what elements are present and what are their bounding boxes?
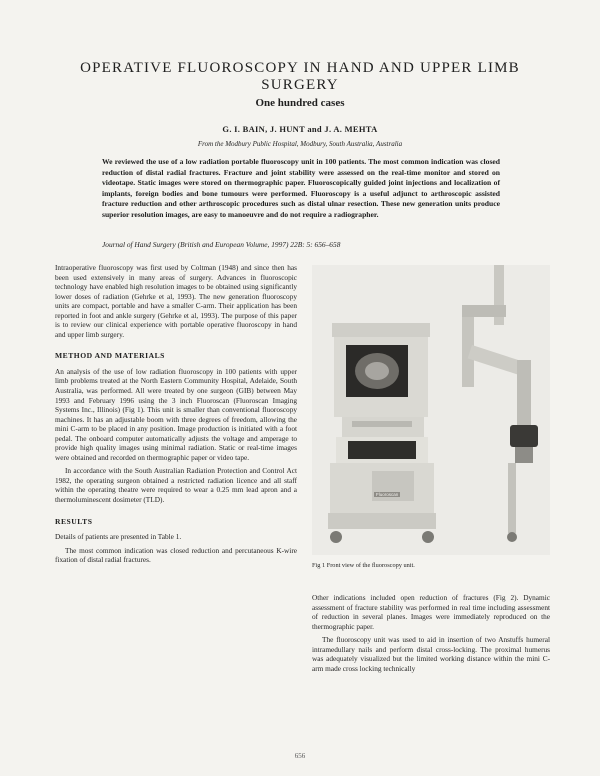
figure-photo — [312, 265, 550, 555]
results-heading: RESULTS — [55, 516, 93, 526]
results-paragraph-1: Details of patients are presented in Table 1. — [55, 532, 182, 542]
unit-brand-label: Fluoroscan — [376, 492, 399, 497]
figure-caption: Fig 1 Front view of the fluoroscopy unit. — [312, 562, 415, 569]
methods-paragraph-2: In accordance with the South Australian Radiation Protection and Control Act 1982, the operating surgeon obtained a restricted radiation licence and all staff within the operating theatre were required to wear a 0.25 mm lead apron and a thermoluminescent dosimeter (TLD). — [55, 466, 297, 505]
fluoroscopy-unit-illustration — [312, 265, 550, 555]
author-list: G. I. BAIN, J. HUNT and J. A. MEHTA — [222, 124, 378, 134]
left-column — [55, 263, 297, 569]
right-column — [312, 593, 550, 677]
journal-reference: Journal of Hand Surgery (British and European Volume, 1997) 22B: 5: 656–658 — [102, 240, 341, 249]
right-paragraph-1: Other indications included open reduction of fractures (Fig 2). Dynamic assessment of fracture stability was performed in real time including assessment of reduction in several planes. Images were immediately reproduced on the thermographic paper. — [312, 593, 550, 631]
right-paragraph-2: The fluoroscopy unit was used to aid in insertion of two Anstuffs humeral intramedullary nails and perform distal cross-locking. The proximal humerus was adequately visualized but the limited working distance within the mini C-arm made cross locking technically — [312, 635, 550, 673]
abstract: We reviewed the use of a low radiation portable fluoroscopy unit in 100 patients. The most common indication was closed reduction of distal radial fractures. Fracture and joint stability were assessed on the real-time monitor and stored on videotape. Static images were stored on thermographic paper. Fluoroscopically guided joint injections and localization of implants, foreign bodies and bone tumours were performed. Fluoroscopy is a useful adjunct to arthroscopic assisted fracture reduction and other arthroscopic procedures such as distal ulnar resection. These new generation units produce superior resolution images, are easy to manoeuvre and do not require a radiographer. — [102, 157, 500, 219]
affiliation: From the Modbury Public Hospital, Modbury, South Australia, Australia — [197, 140, 403, 148]
article-title: OPERATIVE FLUOROSCOPY IN HAND AND UPPER LIMB SURGERY — [80, 60, 520, 93]
methods-paragraph-1: An analysis of the use of low radiation fluoroscopy in 100 patients with upper limb problems treated at the North Eastern Community Hospital, Adelaide, South Australia, was performed. All were treated by one surgeon (GIB) between May 1993 and February 1996 using the 3 inch Fluoroscan (Fluoroscan Imaging Systems Inc., Illinois) (Fig 1). This unit is smaller than conventional fluoroscopy machines. It has an adjustable boom with three degrees of freedom, allowing the mini C-arm to be placed in any position. Image production is initiated with a foot pedal. The onboard computer automatically adjusts the voltage and amperage to provide high quality images using minimal radiation. Static or real-time images were obtained and recorded on thermographic paper or video tape. — [55, 366, 297, 462]
page-number: 656 — [294, 752, 306, 760]
results-paragraph-2: The most common indication was closed reduction and percutaneous K-wire fixation of distal radial fractures. — [55, 545, 297, 565]
article-subtitle: One hundred cases — [255, 97, 345, 109]
methods-heading: METHOD AND MATERIALS — [55, 351, 165, 361]
intro-paragraph: Intraoperative fluoroscopy was first used by Coltman (1948) and since then has been used extensively in many areas of surgery. Advances in fluoroscopic technology have enabled high resolution images to be obtained using significantly lower doses of radiation (Gehrke et al, 1993). The new generation fluoroscopy units are compact, portable and have a smaller C-arm. Their application has been reported in foot and ankle surgery (Gehrke et al, 1993). The purpose of this paper is to review our clinical experience with portable operative fluoroscopy in hand and upper limb surgery. — [55, 263, 297, 339]
